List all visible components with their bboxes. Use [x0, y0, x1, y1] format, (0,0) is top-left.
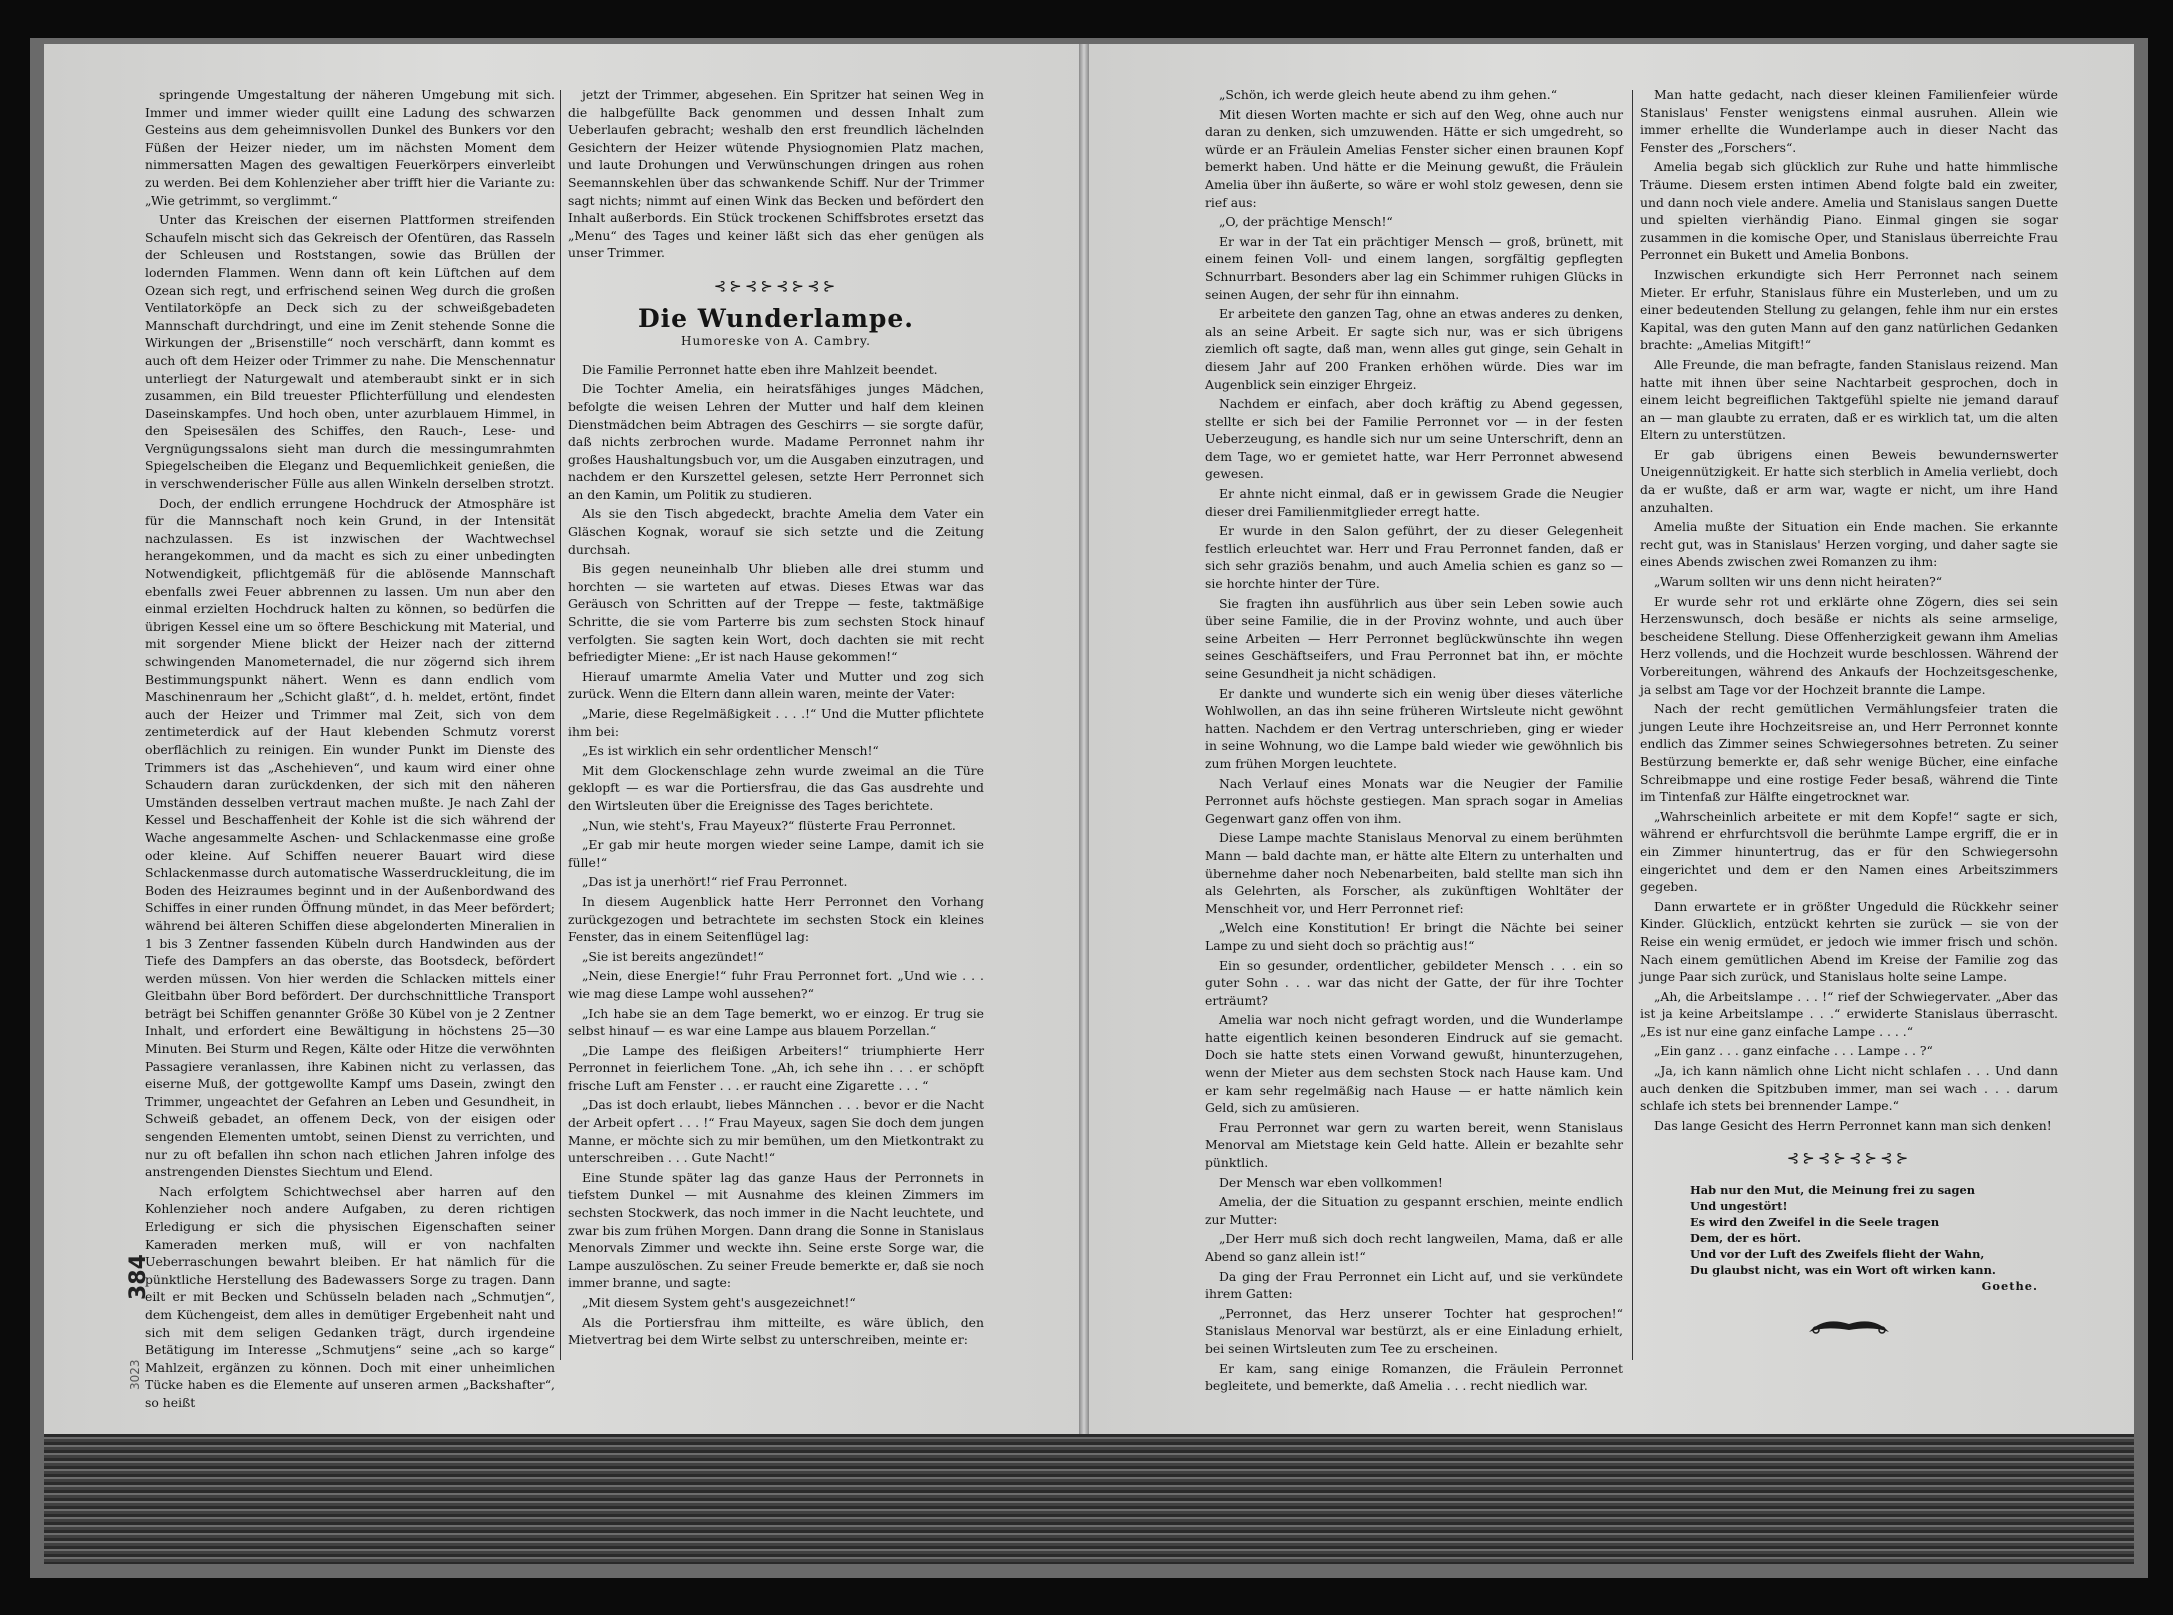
- paragraph: Er gab übrigens einen Beweis bewundernswerter Uneigennützigkeit. Er hatte sich sterblich in Amelia verliebt, doch da er wußte, daß er arm war, wagte er nicht, um ihre Hand anzuhalten.: [1640, 446, 2058, 515]
- ornament-separator: ⊰⊱⊰⊱⊰⊱⊰⊱: [713, 276, 839, 295]
- paragraph: Er wurde in den Salon geführt, der zu dieser Gelegenheit festlich erleuchtet war. Herr und Frau Perronnet fanden, daß er sich sehr graziös benahm, und auch Amelia schien es ganz so — sie horchte hinter der Türe.: [1205, 523, 1623, 592]
- paragraph: Amelia mußte der Situation ein Ende machen. Sie erkannte recht gut, was in Stanislaus' Herzen vorging, und daher sagte sie eines Abends zwischen zwei Romanzen zu ihm:: [1640, 519, 2058, 570]
- story-byline: Humoreske von A. Cambry.: [681, 334, 871, 349]
- end-ornament-icon: [1804, 1312, 1894, 1338]
- poem-author: Goethe.: [1981, 1279, 2038, 1294]
- paragraph: „Perronnet, das Herz unserer Tochter hat gesprochen!“ Stanislaus Menorval war bestürzt, als er eine Einladung erhielt, bei seinen Wirtsleuten zum Tee zu erscheinen.: [1205, 1305, 1623, 1356]
- paragraph: jetzt der Trimmer, abgesehen. Ein Spritzer hat seinen Weg in die halbgefüllte Back genommen und dessen Inhalt zum Ueberlaufen gebracht; weshalb den erst freundlich lächelnden Gesichtern der Heizer wütende Physiognomien Platz machen, und laute Drohungen und Verwünschungen dringen aus rohen Seemannskehlen über das schwankende Schiff. Nur der Trimmer sagt nichts; nimmt auf einen Wink das Becken und befördert den Inhalt außerbords. Ein Stück trockenen Schiffsbrotes ersetzt das „Menu“ des Tages und keiner läßt sich das eher genügen als unser Trimmer.: [568, 87, 984, 261]
- paragraph: Doch, der endlich errungene Hochdruck der Atmosphäre ist für die Mannschaft noch kein Grund, in der Intensität nachzulassen. Es ist inzwischen der Wachtwechsel herangekommen, und da macht es sich zu einer unbedingten Notwendigkeit, pflichtgemäß für die ablösende Mannschaft ebenfalls zwei Feuer abbrennen zu lassen. Um nun aber den einmal erzielten Hochdruck halten zu können, so bedürfen die übrigen Kessel eine um so öftere Beschickung mit Material, und mit sorgender Miene blickt der Heizer nach der zitternd schwingenden Manometernadel, die nur zögernd sich ihrem Bestimmungspunkt nähert. Wenn es dann endlich vom Maschinenraum her „Schicht glaßt“, d. h. meldet, ertönt, findet auch der Heizer und Trimmer mal Zeit, sich von dem zentimeterdick auf der Haut klebenden Schmutz vorerst oberflächlich zu reinigen. Ein wunder Punkt im Dienste des Trimmers ist das „Aschehieven“, und kaum wird einer ohne Schaudern daran zurückdenken, der sich mit den näheren Umständen desselben vertraut machen mußte. Je nach Zahl der Kessel und Beschaffenheit der Kohle ist die sich während der Wache angesammelte Aschen- und Schlackenmasse eine große oder kleine. Auf Schiffen neuerer Bauart wird diese Schlackenmasse durch automatische Wasserdruckleitung, die im Boden des Heizraumes beginnt und in der Außenbordwand des Schiffes in einer runden Öffnung mündet, in das Meer befördert; während bei älteren Schiffen diese abgelonderten Mineralien in 1 bis 3 Zentner fassenden Kübeln durch Handwinden aus der Tiefe des Dampfers an das oberste, das Bootsdeck, befördert werden müssen. Von hier werden die Schlacken mittels einer Gleitbahn über Bord befördert. Der durchschnittliche Transport beträgt bei Schiffen genannter Größe 30 Kübel von je 2 Zentner Inhalt, und erfordert eine Bewältigung in höchstens 25—30 Minuten. Bei Sturm und Regen, Kälte oder Hitze die verwöhnten Passagiere veranlassen, ihre Kabinen nicht zu verlassen, das eiserne Muß, der gottgewollte Kampf ums Dasein, zwingt den Trimmer, ungeachtet der Gefahren an Leben und Gesundheit, in Schweiß gebadet, an offenem Deck, von der eisigen oder sengenden Elementen umtobt, seinen Dienst zu verrichten, und nur zu oft befallen ihn schon nach etlichen Jahren infolge des anstrengenden Dienstes Siechtum und Elend.: [145, 495, 555, 1180]
- column-2-intro: [568, 86, 984, 262]
- story-text-column-4: [1640, 86, 2058, 1366]
- paragraph: „Die Lampe des fleißigen Arbeiters!“ triumphierte Herr Perronnet in feierlichem Tone. „Ah, ich sehe ihn . . . er schöpft frische Luft am Fenster . . . er raucht eine Zigarette . . . “: [568, 1042, 984, 1093]
- story-text-column-2: [568, 361, 984, 1349]
- column-rule-right: [1632, 90, 1633, 1360]
- end-ornament: [1804, 1312, 1894, 1338]
- paragraph: Der Mensch war eben vollkommen!: [1219, 1174, 1443, 1190]
- page-number: 384: [126, 1254, 151, 1300]
- paragraph: Da ging der Frau Perronnet ein Licht auf, und sie verkündete ihrem Gatten:: [1205, 1268, 1623, 1302]
- paragraph: springende Umgestaltung der näheren Umgebung mit sich. Immer und immer wieder quillt eine Ladung des schwarzen Gesteins aus dem geheimnisvollen Dunkel des Bunkers vor den Füßen der Heizer nieder, um im nächsten Moment dem nimmersatten Magen des gewaltigen Feuerkörpers einverleibt zu werden. Bei dem Kohlenzieher aber trifft hier die Variante zu: „Wie getrimmt, so verglimmt.“: [145, 87, 555, 208]
- book-page-edges: [44, 1434, 2134, 1564]
- paragraph: Unter das Kreischen der eisernen Plattformen streifenden Schaufeln mischt sich das Gekreisch der Ofentüren, das Rasseln der Schleusen und Roststangen, sowie das Brüllen der lodernden Flammen. Wenn dann oft kein Lüftchen auf dem Ozean sich regt, und erfrischend seinen Weg durch die großen Ventilatorköpfe an Deck sich zu der schweißgebadeten Mannschaft durchdringt, und eine im Zenit stehende Sonne die Wirkungen der „Brisenstille“ noch verschärft, dann kommt es auch oft dem Heizer oder Trimmer zu nahe. Die Menschennatur unterliegt der Naturgewalt und atemberaubt sinkt er in sich zusammen, ein Bild treuester Pflichterfüllung und elendesten Daseinskampfes. Und hoch oben, unter azurblauem Himmel, in den Speisesälen des Schiffes, den Rauch-, Lese- und Vergnügungssalons sieht man durch die messingumrahmten Spiegelscheiben die Eleganz und Bequemlichkeit genießen, die in verschwenderischer Fülle aus allen Winkeln derselben strotzt.: [145, 212, 555, 492]
- paragraph: Amelia war noch nicht gefragt worden, und die Wunderlampe hatte eigentlich keinen besonderen Eindruck auf sie gemacht. Doch sie hatte stets einen Vorwand gewußt, hinunterzugehen, wenn der Mieter aus dem sechsten Stock nach Hause kam. Und er kam sehr regelmäßig nach Hause — er hatte nämlich kein Geld, sich zu amüsieren.: [1205, 1012, 1623, 1116]
- paragraph: Er war in der Tat ein prächtiger Mensch — groß, brünett, mit einem feinen Voll- und einem langen, sorgfältig gepflegten Schnurrbart. Besonders aber lag ein Schimmer ruhigen Glücks in seinen Augen, der sehr für ihn einnahm.: [1205, 233, 1623, 302]
- poem-line: Es wird den Zweifel in die Seele tragen: [1690, 1215, 1940, 1230]
- paragraph: Als die Portiersfrau ihm mitteilte, es wäre üblich, den Mietvertrag bei dem Wirte selbst zu unterschreiben, meinte er:: [568, 1314, 984, 1348]
- poem-line: Hab nur den Mut, die Meinung frei zu sagen: [1690, 1183, 1976, 1198]
- paragraph: „Schön, ich werde gleich heute abend zu ihm gehen.“: [1219, 87, 1558, 102]
- article-column-1: [145, 86, 555, 1410]
- paragraph: „Warum sollten wir uns denn nicht heiraten?“: [1654, 574, 1943, 590]
- paragraph: Nachdem er einfach, aber doch kräftig zu Abend gegessen, stellte er sich bei der Familie Perronnet vor — in der festen Ueberzeugung, es handle sich nur um seine Unterschrift, denn an dem Tage, wo er gemietet hatte, war Herr Perronnet abwesend gewesen.: [1205, 396, 1623, 482]
- paragraph: Ein so gesunder, ordentlicher, gebildeter Mensch . . . ein so guter Sohn . . . war das nicht der Gatte, der für ihre Tochter erträumt?: [1205, 957, 1623, 1008]
- paragraph: „Der Herr muß sich doch recht langweilen, Mama, daß er alle Abend so ganz allein ist!“: [1205, 1231, 1623, 1264]
- paragraph: Nach der recht gemütlichen Vermählungsfeier traten die jungen Leute ihre Hochzeitsreise an, und Herr Perronnet konnte endlich das Zimmer seines Schwiegersohnes betreten. Zu seiner Bestürzung bemerkte er, daß sehr wenige Bücher, eine einfache Schreibmappe und eine rostige Feder besaß, während die Tinte im Tintenfaß zur Hälfte eingetrocknet war.: [1640, 701, 2058, 805]
- poem-line: Dem, der es hört.: [1690, 1231, 1802, 1246]
- paragraph: Eine Stunde später lag das ganze Haus der Perronnets in tiefstem Dunkel — mit Ausnahme des kleinen Zimmers im sechsten Stockwerk, das noch immer in die Nacht leuchtete, und zwar bis zum frühen Morgen. Dann drang die Sonne in Stanislaus Menorvals Zimmer und weckte ihn. Seine erste Sorge war, die Lampe auszulöschen. Zu seiner Freude bemerkte er, daß sie noch immer branne, und sagte:: [568, 1169, 984, 1291]
- story-text-column-3: [1205, 86, 1624, 1394]
- paragraph: „Das ist ja unerhört!“ rief Frau Perronnet.: [582, 874, 848, 890]
- paragraph: Bis gegen neuneinhalb Uhr blieben alle drei stumm und horchten — sie warteten auf etwas. Dieses Etwas war das Geräusch von Schritten auf der Treppe — feste, taktmäßige Schritte, die sie vom Parterre bis zum sechsten Stock hinauf verfolgten. Sie sagten kein Wort, doch dachten sie mit recht befriedigter Miene: „Er ist nach Hause gekommen!“: [568, 561, 984, 665]
- paragraph: Er arbeitete den ganzen Tag, ohne an etwas anderes zu denken, als an seine Arbeit. Er sagte sich nur, was er sich übrigens ziemlich oft sagte, daß man, wenn alles gut ginge, sein Gehalt in diesem Jahr auf 200 Franken erhöhen würde. Dies war im Augenblick sein einziger Ehrgeiz.: [1205, 306, 1624, 392]
- paragraph: Diese Lampe machte Stanislaus Menorval zu einem berühmten Mann — bald dachte man, er hätte alte Eltern zu unterhalten und übernehme daher noch Nebenarbeiten, bald stellte man sich ihn als Gelehrten, als Forscher, als zukünftigen Wohltäter der Menschheit vor, und Herr Perronnet rief:: [1205, 830, 1623, 916]
- paragraph: Er wurde sehr rot und erklärte ohne Zögern, dies sei sein Herzenswunsch, doch besäße er nichts als seine armselige, bescheidene Stellung. Diese Offenherzigkeit gewann ihm Amelias Herz vollends, und die Hochzeit wurde beschlossen. Während der Vorbereitungen, während des Ankaufs der Hochzeitsgeschenke, ja selbst am Tage vor der Hochzeit brannte die Lampe.: [1640, 593, 2058, 697]
- paragraph: Nach erfolgtem Schichtwechsel aber harren auf den Kohlenzieher noch andere Aufgaben, zu deren richtigen Erledigung er sich die physischen Eigenschaften seiner Kameraden merken muß, will er von nachfalten Ueberraschungen bewahrt bleiben. Er hat nämlich für die pünktliche Herstellung des Badewassers Sorge zu tragen. Dann eilt er mit Becken und Schüsseln beladen nach „Schmutjen“, dem Küchengeist, dem alles in demütiger Ergebenheit naht und sich mit dem seligen Gedanken trägt, durch irgendeine Betätigung im Interesse „Schmutjens“ seine „ach so karge“ Mahlzeit, ergänzen zu können. Doch mit einer unheimlichen Tücke haben es die Elemente auf unseren armen „Backshafter“, so heißt: [145, 1183, 555, 1410]
- paragraph: Amelia begab sich glücklich zur Ruhe und hatte himmlische Träume. Diesem ersten intimen Abend folgte bald ein zweiter, und dann noch viele andere. Amelia und Stanislaus sangen Duette und spielten vierhändig Piano. Einmal gingen sie sogar zusammen in die komische Oper, und Stanislaus überreichte Frau Perronnet ein Bukett und Amelia Bonbons.: [1640, 159, 2058, 263]
- paragraph: „Welch eine Konstitution! Er bringt die Nächte bei seiner Lampe zu und sieht doch so prächtig aus!“: [1205, 920, 1623, 953]
- page-gutter: [1079, 44, 1089, 1434]
- article-column-2: [568, 86, 984, 1366]
- paragraph: „Wahrscheinlich arbeitete er mit dem Kopfe!“ sagte er sich, während er ehrfurchtsvoll die berühmte Lampe ergriff, die er in ein Zimmer hinuntertrug, das er für den Schwiegersohn eingerichtet und dem er den Namen eines Arbeitszimmers gegeben.: [1640, 808, 2058, 895]
- poem-line: Und vor der Luft des Zweifels flieht der Wahn,: [1690, 1247, 1985, 1262]
- paragraph: Nach Verlauf eines Monats war die Neugier der Familie Perronnet aufs höchste gestiegen. Man sprach sogar in Amelias Gegenwart ganz offen von ihm.: [1205, 775, 1623, 826]
- paragraph: „Nun, wie steht's, Frau Mayeux?“ flüsterte Frau Perronnet.: [582, 817, 956, 833]
- paragraph: „Mit diesem System geht's ausgezeichnet!“: [582, 1295, 856, 1310]
- paragraph: Er kam, sang einige Romanzen, die Fräulein Perronnet begleitete, und bemerkte, daß Amelia . . . recht niedlich war.: [1205, 1360, 1623, 1394]
- poem-line: Und ungestört!: [1690, 1199, 1788, 1214]
- paragraph: „Es ist wirklich ein sehr ordentlicher Mensch!“: [582, 743, 879, 759]
- paragraph: „Ich habe sie an dem Tage bemerkt, wo er einzog. Er trug sie selbst hinauf — es war eine Lampe aus blauem Porzellan.“: [568, 1005, 984, 1039]
- paragraph: Man hatte gedacht, nach dieser kleinen Familienfeier würde Stanislaus' Fenster wenigstens einmal ausruhen. Allein wie immer erhellte die Wunderlampe auch in dieser Nacht das Fenster des „Forschers“.: [1640, 87, 2058, 155]
- paragraph: „Das ist doch erlaubt, liebes Männchen . . . bevor er die Nacht der Arbeit opfert . . . !“ Frau Mayeux, sagen Sie doch dem jungen Manne, er möchte sich zu mir bemühen, um den Mietkontrakt zu unterschreiben . . . Gute Nacht!“: [568, 1097, 984, 1166]
- paragraph: „Sie ist bereits angezündet!“: [582, 948, 764, 964]
- paragraph: Dann erwartete er in größter Ungeduld die Rückkehr seiner Kinder. Glücklich, entzückt kehrten sie zurück — sie von der Reise ein wenig ermüdet, er jedoch wie immer frisch und schön. Nach einem gemütlichen Abend im Kreise der Familie zog das junge Paar sich zurück, und Stanislaus holte seine Lampe.: [1640, 898, 2058, 985]
- paragraph: Hierauf umarmte Amelia Vater und Mutter und zog sich zurück. Wenn die Eltern dann allein waren, meinte der Vater:: [568, 668, 984, 702]
- paragraph: „Ja, ich kann nämlich ohne Licht nicht schlafen . . . Und dann auch denken die Spitzbuben immer, man sei wach . . . darum schlafe ich stets bei brennender Lampe.“: [1640, 1063, 2058, 1114]
- ornament-separator-2: ⊰⊱⊰⊱⊰⊱⊰⊱: [1786, 1149, 1912, 1168]
- page-number-faint: 3023: [128, 1359, 142, 1390]
- paragraph: Sie fragten ihn ausführlich aus über sein Leben sowie auch über seine Familie, die in der Provinz wohnte, und auch über seine Arbeiten — Herr Perronnet beglückwünschte ihn wegen seines Geschäftseifers, und Frau Perronnet bat ihn, er möchte seine Gesundheit ja nicht schädigen.: [1205, 595, 1623, 681]
- paragraph: Mit dem Glockenschlage zehn wurde zweimal an die Türe geklopft — es war die Portiersfrau, die das Gas ausdrehte und den Wirtsleuten über die Ereignisse des Tages berichtete.: [568, 762, 984, 813]
- paragraph: Das lange Gesicht des Herrn Perronnet kann man sich denken!: [1654, 1117, 2052, 1133]
- paragraph: Frau Perronnet war gern zu warten bereit, wenn Stanislaus Menorval am Mietstage kein Geld hatte. Allein er bezahlte sehr pünktlich.: [1205, 1119, 1623, 1171]
- paragraph: Mit diesen Worten machte er sich auf den Weg, ohne auch nur daran zu denken, sich umzuwenden. Hätte er sich umgedreht, so würde er an Fräulein Amelias Fenster sicher einen braunen Kopf bemerkt haben. Und hätte er die Meinung gewußt, die Fräulein Amelia über ihn äußerte, so wäre er wohl stolz gewesen, denn sie rief aus:: [1205, 106, 1623, 210]
- paragraph: Er dankte und wunderte sich ein wenig über dieses väterliche Wohlwollen, an das ihn seine früheren Wirtsleute nicht gewöhnt hatten. Nachdem er den Vertrag unterschrieben, ging er wieder in seine Wohnung, wo die Lampe bald wieder wie gewöhnlich bis zum frühen Morgen leuchtete.: [1205, 685, 1623, 771]
- paragraph: Die Familie Perronnet hatte eben ihre Mahlzeit beendet.: [582, 361, 938, 377]
- paragraph: „Nein, diese Energie!“ fuhr Frau Perronnet fort. „Und wie . . . wie mag diese Lampe wohl aussehen?“: [568, 968, 984, 1001]
- paragraph: „Marie, diese Regelmäßigkeit . . . .!“ Und die Mutter pflichtete ihm bei:: [568, 706, 984, 739]
- paragraph: Die Tochter Amelia, ein heiratsfähiges junges Mädchen, befolgte die weisen Lehren der Mutter und half dem kleinen Dienstmädchen beim Abtragen des Geschirrs — sie sorgte dafür, daß nichts zerbrochen wurde. Madame Perronnet nahm ihr großes Haushaltungsbuch vor, um die Ausgaben einzutragen, und nachdem er den Kurszettel gelesen, setzte Herr Perronnet sich an den Kamin, um Politik zu studieren.: [568, 381, 984, 502]
- paragraph: „Er gab mir heute morgen wieder seine Lampe, damit ich sie fülle!“: [568, 837, 984, 870]
- paragraph: In diesem Augenblick hatte Herr Perronnet den Vorhang zurückgezogen und betrachtete im sechsten Stock ein kleines Fenster, das in einem Seitenflügel lag:: [568, 893, 984, 945]
- paragraph: „O, der prächtige Mensch!“: [1219, 214, 1393, 230]
- poem-line: Du glaubst nicht, was ein Wort oft wirken kann.: [1690, 1263, 1996, 1278]
- goethe-poem: [1690, 1182, 2058, 1294]
- paragraph: Als sie den Tisch abgedeckt, brachte Amelia dem Vater ein Gläschen Kognak, worauf sie sich setzte und die Zeitung durchsah.: [568, 506, 984, 557]
- paragraph: „Ah, die Arbeitslampe . . . !“ rief der Schwiegervater. „Aber das ist ja keine Arbeitslampe . . .“ erwiderte Stanislaus überrascht. „Es ist nur eine ganz einfache Lampe . . . .“: [1640, 988, 2058, 1039]
- paragraph: Alle Freunde, die man befragte, fanden Stanislaus reizend. Man hatte mit ihnen über seine Nachtarbeit gesprochen, doch in einem leicht begreiflichen Taktgefühl spielte nie jemand darauf an — man glaubte zu erraten, daß er es wirklich tat, um die alten Eltern zu unterstützen.: [1640, 356, 2058, 443]
- column-rule-left: [560, 90, 561, 1360]
- paragraph: „Ein ganz . . . ganz einfache . . . Lampe . . ?“: [1654, 1043, 1933, 1059]
- poem-lines: [1690, 1182, 2058, 1278]
- paragraph: Er ahnte nicht einmal, daß er in gewissem Grade die Neugier dieser drei Familienmitglieder erregt hatte.: [1205, 486, 1623, 519]
- story-text-column-4-body: [1640, 86, 2058, 1134]
- paragraph: Amelia, der die Situation zu gespannt erschien, meinte endlich zur Mutter:: [1205, 1194, 1623, 1227]
- story-title: Die Wunderlampe.: [638, 303, 914, 333]
- paragraph: Inzwischen erkundigte sich Herr Perronnet nach seinem Mieter. Er erfuhr, Stanislaus führe ein Musterleben, und um zu einer bedeutenden Stellung zu gelangen, fehle ihm nur ein erstes Kapital, was den guten Mann auf den ganz natürlichen Gedanken brachte: „Amelias Mitgift!“: [1640, 266, 2058, 353]
